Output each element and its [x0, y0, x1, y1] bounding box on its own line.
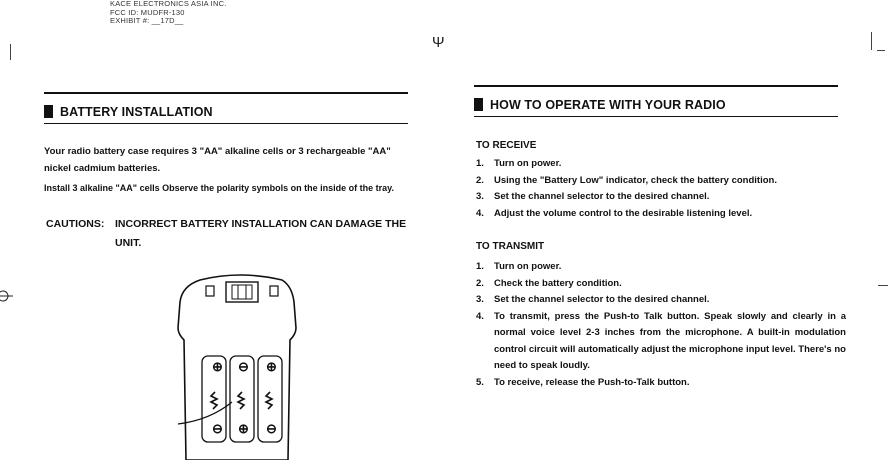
right-heading-rule — [474, 116, 838, 117]
to-receive-heading: TO RECEIVE — [476, 140, 537, 151]
list-item: 5. To receive, release the Push-to-Talk button. — [476, 376, 690, 388]
right-top-rule — [474, 85, 838, 87]
crop-mark-right-mid — [878, 285, 888, 286]
exhibit-header — [110, 0, 226, 26]
battery3-plus-icon: ⊕ — [266, 359, 277, 374]
battery3-minus-icon: ⊖ — [266, 421, 277, 436]
battery1-plus-icon: ⊕ — [212, 359, 223, 374]
battery1-minus-icon: ⊖ — [212, 421, 223, 436]
heading-square-icon — [44, 105, 53, 118]
battery2-plus-icon: ⊕ — [238, 421, 249, 436]
crop-mark-right — [871, 32, 872, 50]
list-item: 1. Turn on power. — [476, 261, 562, 272]
list-item: 3. Set the channel selector to the desired channel. — [476, 294, 710, 305]
battery-installation-heading: BATTERY INSTALLATION — [44, 105, 213, 119]
left-top-rule — [44, 92, 408, 94]
caution-label: CAUTIONS: — [46, 218, 105, 230]
crop-mark-left — [10, 44, 11, 60]
fcc-id: FCC ID: MUDFR-130 — [110, 7, 185, 17]
heading-square-icon — [474, 98, 483, 111]
battery2-minus-icon: ⊖ — [238, 359, 249, 374]
exhibit-number: EXHIBIT #: __17D__ — [110, 16, 184, 25]
install-instructions-text: Install 3 alkaline "AA" cells Observe the polarity symbols on the inside of the tray. — [44, 183, 394, 193]
list-item: 2. Using the "Battery Low" indicator, check the battery condition. — [476, 174, 777, 186]
list-item: 1. Turn on power. — [476, 158, 562, 169]
caution-text: INCORRECT BATTERY INSTALLATION CAN DAMAGE THE UNIT. — [115, 218, 407, 249]
left-heading-rule — [44, 123, 408, 124]
list-item: 2. Check the battery condition. — [476, 277, 622, 289]
crop-mark-right-tick — [877, 50, 885, 51]
registration-mark-left-icon — [0, 288, 14, 304]
to-transmit-heading: TO TRANSMIT — [476, 241, 545, 252]
receive-steps-list — [476, 156, 856, 222]
transmit-steps-list — [476, 259, 846, 391]
company-name: KACE ELECTRONICS ASIA INC. — [110, 0, 227, 8]
how-to-operate-heading: HOW TO OPERATE WITH YOUR RADIO — [474, 98, 726, 112]
list-item: 3. Set the channel selector to the desired channel. — [476, 191, 710, 202]
list-item: 4. To transmit, press the Push-to Talk button. Speak slowly and clearly in a normal voice level 2-3 inches from the microphone. A built-in modulation control circuit will automatically adjust the microphone input level. There's no need to speak loudly. — [476, 310, 846, 371]
center-mark-icon: Ψ — [432, 34, 445, 51]
list-item: 4. Adjust the volume control to the desirable listening level. — [476, 207, 753, 219]
battery-requirement-text: Your radio battery case requires 3 "AA" alkaline cells or 3 rechargeable "AA" nickel cadmium batteries. — [44, 146, 391, 174]
